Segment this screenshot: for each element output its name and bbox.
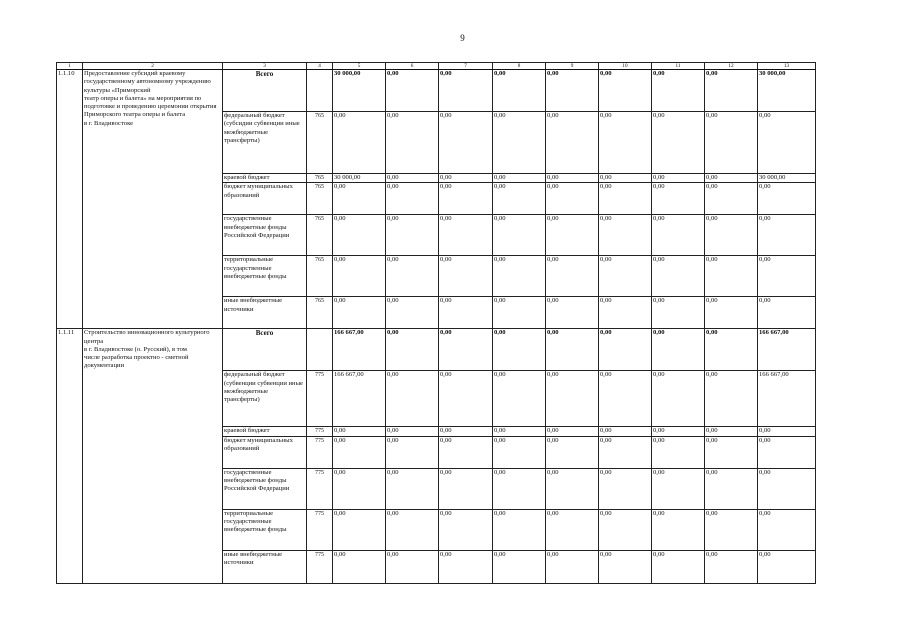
amount-cell: 0,00 xyxy=(652,174,705,183)
amount-cell: 0,00 xyxy=(599,256,652,297)
amount-cell: 0,00 xyxy=(493,215,546,256)
amount-cell: 0,00 xyxy=(386,112,439,174)
agency-code: 775 xyxy=(307,371,333,427)
amount-cell: 0,00 xyxy=(386,427,439,436)
amount-cell: 0,00 xyxy=(705,427,758,436)
amount-cell: 0,00 xyxy=(493,174,546,183)
amount-cell: 0,00 xyxy=(758,550,816,583)
amount-cell: 30 000,00 xyxy=(333,174,386,183)
amount-cell: 0,00 xyxy=(546,550,599,583)
section-description xyxy=(83,329,223,583)
amount-cell: 0,00 xyxy=(599,297,652,329)
funding-source: государственные внебюджетные фонды Российской Федерации xyxy=(223,215,307,256)
amount-cell: 0,00 xyxy=(599,70,652,112)
amount-cell: 0,00 xyxy=(652,183,705,215)
amount-cell: 0,00 xyxy=(493,427,546,436)
amount-cell: 0,00 xyxy=(439,112,493,174)
amount-cell: 0,00 xyxy=(758,468,816,509)
funding-source: краевой бюджет xyxy=(223,427,307,436)
amount-cell: 0,00 xyxy=(599,427,652,436)
funding-source: территориальные государственные внебюджетные фонды xyxy=(223,256,307,297)
section-number: 1.1.11 xyxy=(57,329,83,583)
amount-cell: 0,00 xyxy=(386,256,439,297)
amount-cell: 0,00 xyxy=(333,468,386,509)
amount-cell: 166 667,00 xyxy=(333,329,386,371)
funding-source: бюджет муниципальных образований xyxy=(223,436,307,468)
column-number: 1 xyxy=(57,63,83,70)
agency-code: 775 xyxy=(307,550,333,583)
column-number: 5 xyxy=(333,63,386,70)
amount-cell: 0,00 xyxy=(599,436,652,468)
amount-cell: 0,00 xyxy=(599,550,652,583)
amount-cell: 30 000,00 xyxy=(758,70,816,112)
amount-cell: 0,00 xyxy=(546,215,599,256)
amount-cell: 0,00 xyxy=(493,371,546,427)
amount-cell: 0,00 xyxy=(758,509,816,550)
description-line: в г. Владивостоке (о. Русский), в том xyxy=(84,345,187,353)
amount-cell: 0,00 xyxy=(333,509,386,550)
amount-cell: 0,00 xyxy=(758,256,816,297)
amount-cell: 0,00 xyxy=(439,70,493,112)
amount-cell: 0,00 xyxy=(705,183,758,215)
amount-cell: 0,00 xyxy=(705,329,758,371)
amount-cell: 0,00 xyxy=(439,215,493,256)
amount-cell: 0,00 xyxy=(439,436,493,468)
amount-cell: 0,00 xyxy=(439,174,493,183)
amount-cell: 0,00 xyxy=(599,183,652,215)
column-number: 10 xyxy=(599,63,652,70)
amount-cell: 0,00 xyxy=(333,112,386,174)
amount-cell: 0,00 xyxy=(386,70,439,112)
amount-cell: 0,00 xyxy=(546,329,599,371)
agency-code: 765 xyxy=(307,297,333,329)
amount-cell: 0,00 xyxy=(386,174,439,183)
agency-code: 765 xyxy=(307,112,333,174)
amount-cell: 0,00 xyxy=(439,371,493,427)
amount-cell: 0,00 xyxy=(652,297,705,329)
table-row xyxy=(57,329,816,371)
amount-cell: 0,00 xyxy=(439,329,493,371)
amount-cell: 0,00 xyxy=(546,427,599,436)
amount-cell: 0,00 xyxy=(652,215,705,256)
amount-cell: 0,00 xyxy=(333,183,386,215)
amount-cell: 0,00 xyxy=(493,468,546,509)
agency-code: 765 xyxy=(307,215,333,256)
amount-cell: 0,00 xyxy=(652,550,705,583)
amount-cell: 0,00 xyxy=(439,297,493,329)
amount-cell: 0,00 xyxy=(493,329,546,371)
amount-cell: 0,00 xyxy=(546,468,599,509)
amount-cell: 0,00 xyxy=(546,509,599,550)
amount-cell: 0,00 xyxy=(493,509,546,550)
description-line: Предоставление субсидий краевому государственному автономному учреждению культуры «Приморский xyxy=(84,70,211,94)
amount-cell: 0,00 xyxy=(758,183,816,215)
funding-source: иные внебюджетные источники xyxy=(223,297,307,329)
column-number: 6 xyxy=(386,63,439,70)
amount-cell: 0,00 xyxy=(546,297,599,329)
amount-cell: 0,00 xyxy=(386,509,439,550)
amount-cell: 0,00 xyxy=(386,329,439,371)
funding-source: федеральный бюджет (субсидии субвенции иные межбюджетные трансферты) xyxy=(223,112,307,174)
amount-cell: 0,00 xyxy=(386,550,439,583)
amount-cell: 0,00 xyxy=(546,174,599,183)
amount-cell: 0,00 xyxy=(652,329,705,371)
amount-cell: 0,00 xyxy=(333,436,386,468)
funding-source: краевой бюджет xyxy=(223,174,307,183)
agency-code: 775 xyxy=(307,468,333,509)
amount-cell: 0,00 xyxy=(599,371,652,427)
amount-cell: 0,00 xyxy=(705,215,758,256)
amount-cell: 0,00 xyxy=(386,215,439,256)
amount-cell: 0,00 xyxy=(599,468,652,509)
amount-cell: 0,00 xyxy=(439,256,493,297)
amount-cell: 0,00 xyxy=(599,509,652,550)
amount-cell: 30 000,00 xyxy=(333,70,386,112)
amount-cell: 30 000,00 xyxy=(758,174,816,183)
amount-cell: 0,00 xyxy=(705,297,758,329)
funding-source: иные внебюджетные источники xyxy=(223,550,307,583)
amount-cell: 0,00 xyxy=(599,215,652,256)
agency-code: 775 xyxy=(307,427,333,436)
amount-cell: 0,00 xyxy=(652,70,705,112)
amount-cell: 166 667,00 xyxy=(333,371,386,427)
column-number: 4 xyxy=(307,63,333,70)
amount-cell: 0,00 xyxy=(493,183,546,215)
amount-cell: 0,00 xyxy=(333,427,386,436)
description-line: театр оперы и балета» на мероприятия по подготовке и проведению церемонии открытия Приморского театра оперы и балета xyxy=(84,94,217,119)
amount-cell: 0,00 xyxy=(493,297,546,329)
amount-cell: 0,00 xyxy=(546,183,599,215)
agency-code xyxy=(307,329,333,371)
amount-cell: 0,00 xyxy=(652,112,705,174)
amount-cell: 0,00 xyxy=(386,183,439,215)
column-number: 8 xyxy=(493,63,546,70)
amount-cell: 0,00 xyxy=(705,112,758,174)
amount-cell: 0,00 xyxy=(333,297,386,329)
total-label: Всего xyxy=(223,70,307,112)
budget-table xyxy=(56,62,816,584)
amount-cell: 0,00 xyxy=(758,215,816,256)
amount-cell: 0,00 xyxy=(599,112,652,174)
funding-source: федеральный бюджет (субвенции субвенции иные межбюджетные трансферты) xyxy=(223,371,307,427)
agency-code: 775 xyxy=(307,509,333,550)
amount-cell: 0,00 xyxy=(705,509,758,550)
column-number: 11 xyxy=(652,63,705,70)
funding-source: государственные внебюджетные фонды Российской Федерации xyxy=(223,468,307,509)
amount-cell: 0,00 xyxy=(546,436,599,468)
column-number: 3 xyxy=(223,63,307,70)
section-description xyxy=(83,70,223,329)
amount-cell: 0,00 xyxy=(705,468,758,509)
agency-code: 765 xyxy=(307,174,333,183)
amount-cell: 166 667,00 xyxy=(758,329,816,371)
column-number: 13 xyxy=(758,63,816,70)
amount-cell: 0,00 xyxy=(493,436,546,468)
amount-cell: 0,00 xyxy=(439,183,493,215)
agency-code: 775 xyxy=(307,436,333,468)
amount-cell: 0,00 xyxy=(705,174,758,183)
amount-cell: 0,00 xyxy=(652,427,705,436)
amount-cell: 0,00 xyxy=(705,436,758,468)
amount-cell: 166 667,00 xyxy=(758,371,816,427)
column-number: 12 xyxy=(705,63,758,70)
amount-cell: 0,00 xyxy=(546,256,599,297)
amount-cell: 0,00 xyxy=(599,174,652,183)
amount-cell: 0,00 xyxy=(599,329,652,371)
amount-cell: 0,00 xyxy=(333,215,386,256)
amount-cell: 0,00 xyxy=(333,550,386,583)
amount-cell: 0,00 xyxy=(758,297,816,329)
agency-code xyxy=(307,70,333,112)
description-line: Строительство инновационного культурного центра xyxy=(84,329,210,345)
amount-cell: 0,00 xyxy=(652,436,705,468)
agency-code: 765 xyxy=(307,183,333,215)
amount-cell: 0,00 xyxy=(758,436,816,468)
amount-cell: 0,00 xyxy=(546,371,599,427)
amount-cell: 0,00 xyxy=(439,509,493,550)
amount-cell: 0,00 xyxy=(652,371,705,427)
amount-cell: 0,00 xyxy=(386,371,439,427)
section-number: 1.1.10 xyxy=(57,70,83,329)
amount-cell: 0,00 xyxy=(439,468,493,509)
amount-cell: 0,00 xyxy=(493,70,546,112)
amount-cell: 0,00 xyxy=(386,436,439,468)
funding-source: территориальные государственные внебюджетные фонды xyxy=(223,509,307,550)
amount-cell: 0,00 xyxy=(493,550,546,583)
page-number: 9 xyxy=(460,33,465,43)
amount-cell: 0,00 xyxy=(386,468,439,509)
amount-cell: 0,00 xyxy=(758,112,816,174)
description-line: числе разработка проектно - сметной документации xyxy=(84,354,189,370)
description-line: в г. Владивостоке xyxy=(84,119,134,127)
amount-cell: 0,00 xyxy=(652,468,705,509)
amount-cell: 0,00 xyxy=(439,427,493,436)
table-row xyxy=(57,70,816,112)
column-number: 7 xyxy=(439,63,493,70)
column-number-row xyxy=(57,63,816,70)
amount-cell: 0,00 xyxy=(546,70,599,112)
amount-cell: 0,00 xyxy=(652,256,705,297)
amount-cell: 0,00 xyxy=(439,550,493,583)
funding-source: бюджет муниципальных образований xyxy=(223,183,307,215)
amount-cell: 0,00 xyxy=(546,112,599,174)
amount-cell: 0,00 xyxy=(705,550,758,583)
amount-cell: 0,00 xyxy=(758,427,816,436)
amount-cell: 0,00 xyxy=(652,509,705,550)
amount-cell: 0,00 xyxy=(333,256,386,297)
agency-code: 765 xyxy=(307,256,333,297)
amount-cell: 0,00 xyxy=(705,371,758,427)
amount-cell: 0,00 xyxy=(386,297,439,329)
column-number: 2 xyxy=(83,63,223,70)
total-label: Всего xyxy=(223,329,307,371)
column-number: 9 xyxy=(546,63,599,70)
amount-cell: 0,00 xyxy=(705,256,758,297)
amount-cell: 0,00 xyxy=(493,112,546,174)
amount-cell: 0,00 xyxy=(493,256,546,297)
amount-cell: 0,00 xyxy=(705,70,758,112)
